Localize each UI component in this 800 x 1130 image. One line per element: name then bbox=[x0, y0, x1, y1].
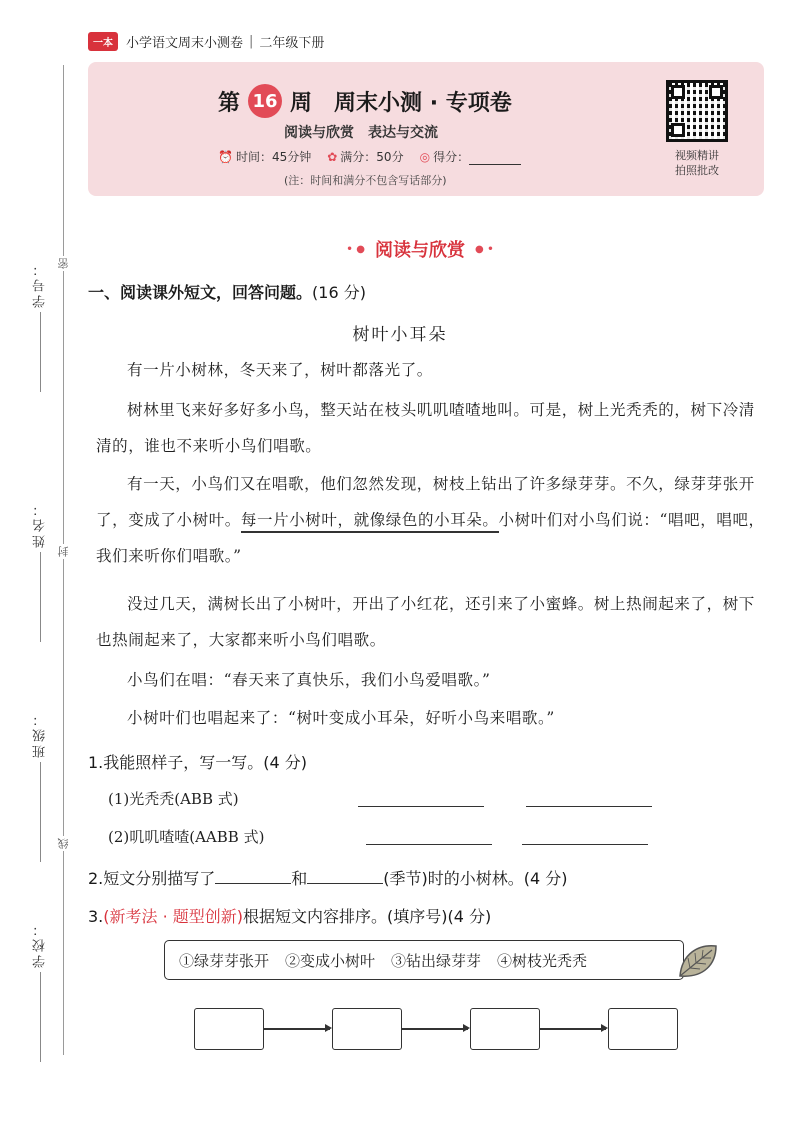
title-prefix: 第 bbox=[218, 90, 241, 116]
score-info bbox=[420, 148, 522, 165]
new-question-tag: (新考法 · 题型创新) bbox=[103, 907, 244, 926]
sub-question-3-text: 根据短文内容排序。(填序号)(4 分) bbox=[243, 907, 492, 926]
option-4: ④树枝光秃秃 bbox=[497, 951, 588, 970]
binding-line bbox=[63, 65, 64, 1055]
answer-blank[interactable] bbox=[366, 844, 492, 845]
qr-caption-line1: 视频精讲 bbox=[675, 149, 719, 162]
title-main: 周末小测 · 专项卷 bbox=[334, 90, 512, 116]
score-label: 得分： bbox=[433, 150, 470, 164]
sub-question-2-text-middle: 和 bbox=[291, 869, 308, 888]
publisher-logo: 一本 bbox=[88, 32, 118, 51]
sub-question-1-title: 1.我能照样子，写一写。(4 分) bbox=[88, 753, 308, 772]
school-field[interactable] bbox=[26, 920, 54, 1062]
story-paragraph-5: 小鸟们在唱：“春天来了真快乐，我们小鸟爱唱歌。” bbox=[127, 671, 491, 689]
test-banner bbox=[88, 62, 764, 196]
story-paragraph-1: 有一片小树林，冬天来了，树叶都落光了。 bbox=[127, 361, 433, 379]
score-blank[interactable] bbox=[469, 153, 521, 165]
name-label: 姓名： bbox=[32, 500, 48, 548]
header-divider: | bbox=[249, 33, 254, 49]
order-answer-box-4[interactable] bbox=[608, 1008, 678, 1050]
banner-title bbox=[218, 84, 512, 118]
name-field[interactable] bbox=[26, 500, 54, 642]
question-1-points: (16 分) bbox=[312, 283, 366, 302]
school-blank[interactable] bbox=[40, 972, 41, 1062]
name-blank[interactable] bbox=[40, 552, 41, 642]
school-label: 学校： bbox=[32, 920, 48, 968]
season-blank-1[interactable] bbox=[215, 870, 291, 884]
answer-blank[interactable] bbox=[526, 806, 652, 807]
class-label: 班级： bbox=[32, 710, 48, 758]
option-2: ②变成小树叶 bbox=[285, 951, 376, 970]
banner-subtitle: 阅读与欣赏 表达与交流 bbox=[284, 125, 438, 141]
cut-mark-sealing: 封 bbox=[57, 546, 70, 557]
flow-arrow bbox=[402, 1028, 468, 1030]
flow-arrow bbox=[540, 1028, 606, 1030]
cut-mark-line: 线 bbox=[57, 838, 70, 849]
sub-question-3 bbox=[88, 904, 491, 927]
sub-question-1-item-1: (1)光秃秃(ABB 式) bbox=[108, 790, 239, 808]
qr-corner bbox=[671, 123, 685, 137]
cut-mark-seal: 密 bbox=[57, 258, 70, 269]
answer-blank[interactable] bbox=[522, 844, 648, 845]
sub-question-2-text-after: (季节)时的小树林。(4 分) bbox=[383, 869, 568, 888]
option-1: ①绿芽芽张开 bbox=[179, 951, 270, 970]
page-header bbox=[88, 30, 324, 52]
target-icon: ◎ bbox=[419, 150, 431, 164]
ordering-options-box bbox=[164, 940, 684, 980]
qr-caption-line2: 拍照批改 bbox=[675, 164, 719, 177]
grade-label: 二年级下册 bbox=[259, 35, 325, 51]
leaf-icon bbox=[676, 942, 720, 982]
sub-question-1-item-2: (2)叽叽喳喳(AABB 式) bbox=[108, 828, 265, 846]
season-blank-2[interactable] bbox=[307, 870, 383, 884]
story-paragraph-4: 没过几天，满树长出了小树叶，开出了小红花，还引来了小蜜蜂。树上热闹起来了，树下也热闹起来了，大家都来听小鸟们唱歌。 bbox=[96, 595, 755, 649]
story-title: 树叶小耳朵 bbox=[352, 325, 448, 345]
section-heading bbox=[310, 236, 530, 262]
binding-margin bbox=[0, 60, 80, 1060]
title-suffix: 周 bbox=[290, 90, 313, 116]
story-paragraph-3-text: 有一天，小鸟们又在唱歌，他们忽然发现，树枝上钻出了许多绿芽芽。不久，绿芽芽张开了，变成了小树叶。 bbox=[96, 475, 755, 529]
story-paragraph-6: 小树叶们也唱起来了：“树叶变成小耳朵，好听小鸟来唱歌。” bbox=[127, 709, 555, 727]
option-3: ③钻出绿芽芽 bbox=[391, 951, 482, 970]
underlined-sentence: 每一片小树叶，就像绿色的小耳朵。 bbox=[241, 511, 499, 533]
medal-icon: ✿ bbox=[327, 150, 338, 164]
time-text: 时间：45分钟 bbox=[235, 150, 312, 164]
story-paragraph-2: 树林里飞来好多好多小鸟，整天站在枝头叽叽喳喳地叫。可是，树上光秃秃的，树下冷清清的，谁也不来听小鸟们唱歌。 bbox=[96, 401, 755, 455]
sub-question-2 bbox=[88, 866, 568, 889]
sub-question-2-text-before: 2.短文分别描写了 bbox=[88, 869, 216, 888]
qr-caption bbox=[654, 148, 740, 178]
order-answer-box-3[interactable] bbox=[470, 1008, 540, 1050]
order-answer-box-1[interactable] bbox=[194, 1008, 264, 1050]
question-1-title bbox=[88, 280, 366, 303]
full-score-text: 满分：50分 bbox=[340, 150, 404, 164]
qr-code-icon[interactable] bbox=[666, 80, 728, 142]
class-field[interactable] bbox=[26, 710, 54, 862]
section-title: 阅读与欣赏 bbox=[375, 240, 465, 261]
answer-blank[interactable] bbox=[358, 806, 484, 807]
student-id-label: 学号： bbox=[32, 260, 48, 308]
sub-question-3-number: 3. bbox=[88, 907, 104, 926]
story-paragraph-3-dialogue: 小树叶们对小鸟们说：“唱吧，唱吧，我们来听你们唱歌。” bbox=[96, 511, 765, 565]
flow-arrow bbox=[264, 1028, 330, 1030]
banner-meta bbox=[218, 148, 521, 165]
banner-note: (注：时间和满分不包含写话部分) bbox=[284, 174, 447, 187]
book-title: 小学语文周末小测卷 bbox=[126, 35, 244, 51]
story-paragraph-3 bbox=[96, 466, 766, 574]
time-info bbox=[218, 148, 311, 165]
qr-corner bbox=[709, 85, 723, 99]
class-blank[interactable] bbox=[40, 762, 41, 862]
decor-dot-left: • ● bbox=[346, 243, 365, 255]
question-1-text: 一、阅读课外短文，回答问题。 bbox=[88, 283, 313, 302]
clock-icon: ⏰ bbox=[218, 150, 233, 164]
qr-corner bbox=[671, 85, 685, 99]
full-score-info bbox=[327, 148, 403, 165]
week-number-badge: 16 bbox=[248, 84, 282, 118]
decor-dot-right: ● • bbox=[475, 243, 494, 255]
order-answer-box-2[interactable] bbox=[332, 1008, 402, 1050]
